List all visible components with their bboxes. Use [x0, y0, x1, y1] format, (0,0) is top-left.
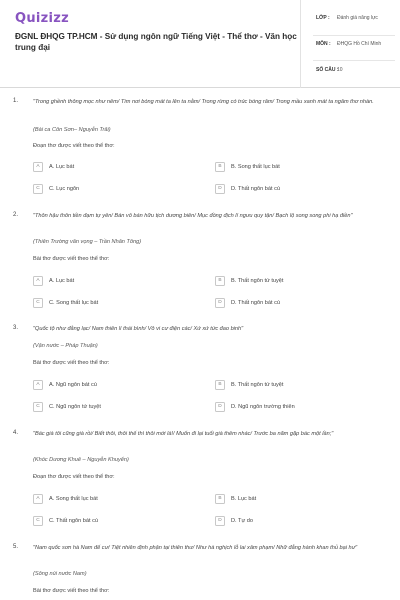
option-text: A. Lục bát — [49, 277, 75, 284]
question-source: (Sông núi nước Nam) — [33, 571, 87, 577]
option-d[interactable] — [215, 184, 365, 194]
question-source: (Thiên Trường vãn vọng – Trần Nhân Tông) — [33, 239, 142, 245]
question-text: "Thôn hậu thôn tiền đạm tự yên/ Bán vô bán hữu tịch dương biên/ Mục đồng địch lí ngưu quy tận/ Bạch lộ song song phi hạ điền" — [33, 213, 353, 219]
option-letter-box: B — [215, 380, 225, 390]
option-text: D. Thất ngôn bát cú — [231, 185, 281, 192]
option-a[interactable] — [33, 162, 183, 172]
option-letter-box: C — [33, 402, 43, 412]
count-label: SỐ CÂU : — [316, 67, 339, 73]
option-letter-box: A — [33, 276, 43, 286]
subject-value: ĐHQG Hồ Chí Minh — [337, 41, 382, 47]
question-prompt: Đoạn thơ được viết theo thể thơ: — [33, 143, 115, 149]
option-text: A. Lục bát — [49, 163, 75, 170]
question-text: "Trong ghềnh thông mọc như nêm/ Tìm nơi bóng mát ta lên ta nằm/ Trong rừng có trúc bóng râm/ Trong mầu xanh mát ta ngâm thơ nhàn. — [33, 99, 374, 105]
question-number: 5. — [13, 544, 19, 550]
option-text: D. Tự do — [231, 517, 253, 524]
option-letter-box: D — [215, 402, 225, 412]
option-text: B. Thất ngôn tứ tuyệt — [231, 381, 284, 388]
question-number: 2. — [13, 212, 19, 218]
option-letter-box: A — [33, 494, 43, 504]
option-text: B. Song thất lục bát — [231, 163, 280, 170]
question-prompt: Bài thơ được viết theo thể thơ: — [33, 256, 110, 262]
option-a[interactable] — [33, 494, 183, 504]
meta-divider — [313, 60, 395, 61]
question-number: 3. — [13, 325, 19, 331]
option-d[interactable] — [215, 402, 365, 412]
option-text: B. Lục bát — [231, 495, 257, 502]
option-b[interactable] — [215, 162, 365, 172]
option-text: C. Thất ngôn bát cú — [49, 517, 99, 524]
option-b[interactable] — [215, 494, 365, 504]
question-number: 1. — [13, 98, 19, 104]
question-text: "Quốc tộ như đằng lạc/ Nam thiên lí thái bình/ Vô vi cư điện các/ Xứ xứ tức đao binh" — [33, 326, 244, 332]
option-text: C. Lục ngôn — [49, 185, 80, 192]
option-c[interactable] — [33, 184, 183, 194]
question-prompt: Bài thơ được viết theo thể thơ: — [33, 588, 110, 594]
option-letter-box: B — [215, 162, 225, 172]
question-text: "Bác già tôi cũng già rồi/ Biết thôi, thôi thế thì thôi mới là!/ Muốn đi lại tuổi già thêm nhác/ Trước ba năm gặp bác một lần;" — [33, 431, 334, 437]
option-text: C. Ngũ ngôn tứ tuyệt — [49, 403, 101, 410]
question-prompt: Bài thơ được viết theo thể thơ: — [33, 360, 110, 366]
option-c[interactable] — [33, 402, 183, 412]
option-text: B. Thất ngôn tứ tuyệt — [231, 277, 284, 284]
question-prompt: Đoạn thơ được viết theo thể thơ: — [33, 474, 115, 480]
class-value: Đánh giá năng lực — [337, 15, 378, 21]
option-text: A. Song thất lục bát — [49, 495, 98, 502]
option-b[interactable] — [215, 276, 365, 286]
quizizz-logo: Quizizz — [15, 11, 70, 26]
option-text: A. Ngũ ngôn bát cú — [49, 381, 97, 388]
worksheet-header — [0, 0, 400, 88]
option-c[interactable] — [33, 298, 183, 308]
option-letter-box: D — [215, 298, 225, 308]
option-letter-box: B — [215, 276, 225, 286]
option-text: D. Thất ngôn bát cú — [231, 299, 281, 306]
worksheet-title: ĐGNL ĐHQG TP.HCM - Sử dụng ngôn ngữ Tiếng Việt - Thể thơ - Văn học trung đại — [15, 32, 297, 52]
option-a[interactable] — [33, 380, 183, 390]
option-letter-box: B — [215, 494, 225, 504]
option-letter-box: C — [33, 184, 43, 194]
option-d[interactable] — [215, 298, 365, 308]
question-number: 4. — [13, 430, 19, 436]
question-source: (Khóc Dương Khuê – Nguyễn Khuyến) — [33, 457, 129, 463]
question-source: (Bài ca Côn Sơn– Nguyễn Trãi) — [33, 127, 111, 133]
meta-divider — [313, 35, 395, 36]
option-letter-box: C — [33, 298, 43, 308]
option-text: D. Ngũ ngôn trường thiên — [231, 403, 295, 410]
option-letter-box: C — [33, 516, 43, 526]
count-value: 10 — [337, 67, 343, 73]
option-letter-box: A — [33, 162, 43, 172]
worksheet-meta — [300, 0, 400, 88]
class-label: LỚP : — [316, 15, 330, 21]
option-letter-box: D — [215, 184, 225, 194]
option-d[interactable] — [215, 516, 365, 526]
option-letter-box: D — [215, 516, 225, 526]
option-c[interactable] — [33, 516, 183, 526]
option-text: C. Song thất lục bát — [49, 299, 99, 306]
option-b[interactable] — [215, 380, 365, 390]
question-source: (Vận nước – Pháp Thuận) — [33, 343, 98, 349]
option-a[interactable] — [33, 276, 183, 286]
option-letter-box: A — [33, 380, 43, 390]
question-text: "Nam quốc sơn hà Nam đế cư/ Tiệt nhiên định phận tại thiên thư/ Như hà nghịch lỗ lai xâm phạm/ Nhữ đẳng hành khan thủ bại hư" — [33, 545, 358, 551]
subject-label: MÔN : — [316, 41, 331, 47]
